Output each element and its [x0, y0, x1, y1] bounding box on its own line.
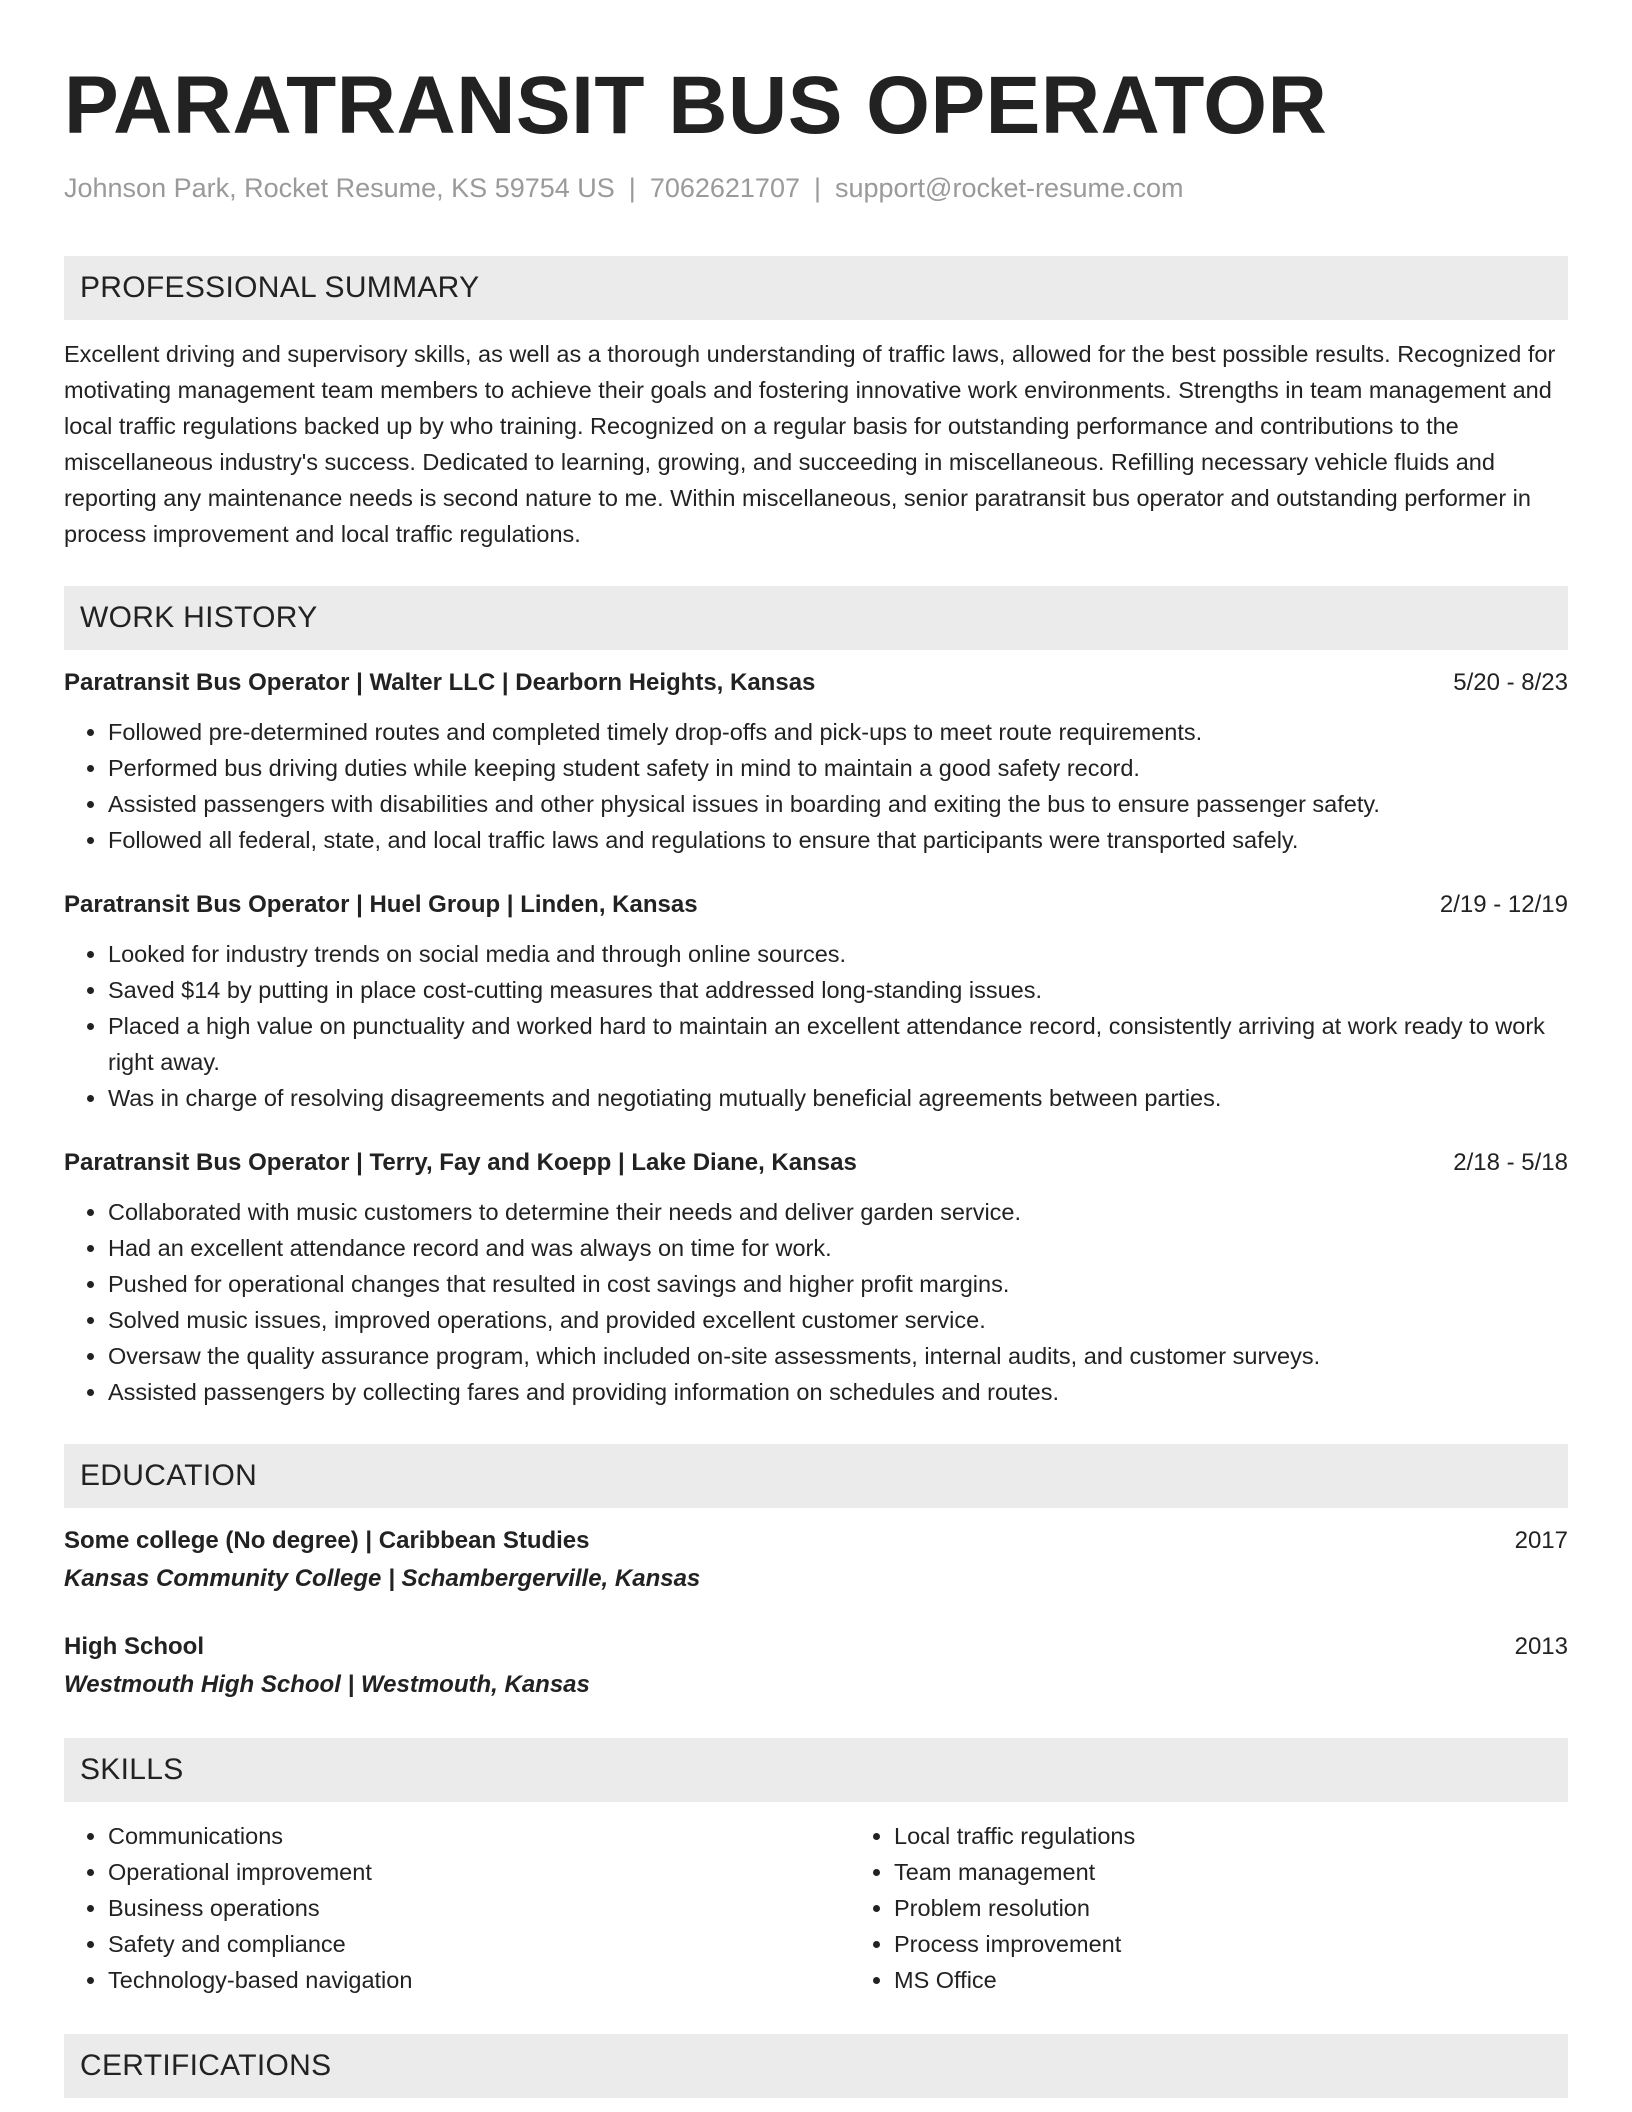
skill-item: • Problem resolution: [894, 1890, 1568, 1926]
job-bullet: • Followed pre-determined routes and completed timely drop-offs and pick-ups to meet route requirements.: [108, 714, 1568, 750]
job-bullet: • Collaborated with music customers to determine their needs and deliver garden service.: [108, 1194, 1568, 1230]
job-dates: 2/18 - 5/18: [1453, 1149, 1568, 1176]
certifications-section-header: [64, 2034, 1568, 2098]
job-bullet: • Followed all federal, state, and local traffic laws and regulations to ensure that participants were transported safely.: [108, 822, 1568, 858]
education-entry: [64, 1630, 1568, 1702]
job-entry: [64, 1146, 1568, 1410]
contact-line: [64, 170, 1568, 206]
job-bullet: • Placed a high value on punctuality and worked hard to maintain an excellent attendance record, consistently arriving at work ready to work right away.: [108, 1008, 1568, 1080]
job-bullet: • Assisted passengers with disabilities and other physical issues in boarding and exiting the bus to ensure passenger safety.: [108, 786, 1568, 822]
certifications-heading: CERTIFICATIONS: [80, 2049, 332, 2082]
contact-separator: |: [628, 173, 636, 203]
summary-section-header: [64, 256, 1568, 320]
education-header: [64, 1524, 1568, 1558]
job-bullet: • Performed bus driving duties while keeping student safety in mind to maintain a good safety record.: [108, 750, 1568, 786]
contact-address: Johnson Park, Rocket Resume, KS 59754 US: [64, 173, 615, 203]
education-degree: High School: [64, 1633, 204, 1660]
skills-section-header: [64, 1738, 1568, 1802]
job-bullet: • Had an excellent attendance record and was always on time for work.: [108, 1230, 1568, 1266]
education-entry: [64, 1524, 1568, 1596]
contact-separator: |: [813, 173, 821, 203]
job-title: Paratransit Bus Operator | Huel Group | Linden, Kansas: [64, 891, 698, 918]
education-school: Westmouth High School | Westmouth, Kansas: [64, 1671, 590, 1698]
job-bullet: • Looked for industry trends on social media and through online sources.: [108, 936, 1568, 972]
skill-item: • Business operations: [108, 1890, 850, 1926]
job-bullet: • Oversaw the quality assurance program, which included on-site assessments, internal audits, and customer surveys.: [108, 1338, 1568, 1374]
job-bullets: [64, 1194, 1568, 1410]
skills-heading: SKILLS: [80, 1753, 184, 1786]
candidate-name: PARATRANSIT BUS OPERATOR: [64, 60, 1328, 151]
skill-item: • Team management: [894, 1854, 1568, 1890]
job-title: Paratransit Bus Operator | Terry, Fay and Koepp | Lake Diane, Kansas: [64, 1149, 857, 1176]
summary-heading: PROFESSIONAL SUMMARY: [80, 271, 480, 304]
work-section-header: [64, 586, 1568, 650]
skill-item: • Process improvement: [894, 1926, 1568, 1962]
skill-item: • Communications: [108, 1818, 850, 1854]
job-bullet: • Saved $14 by putting in place cost-cutting measures that addressed long-standing issues.: [108, 972, 1568, 1008]
job-header: [64, 888, 1568, 922]
education-year: 2017: [1514, 1527, 1568, 1554]
skill-item: • Safety and compliance: [108, 1926, 850, 1962]
skills-columns: [64, 1818, 1568, 1998]
skill-item: • Local traffic regulations: [894, 1818, 1568, 1854]
skill-item: • MS Office: [894, 1962, 1568, 1998]
education-header: [64, 1630, 1568, 1664]
skills-list-right: [850, 1818, 1568, 1998]
education-section-header: [64, 1444, 1568, 1508]
job-bullet: • Pushed for operational changes that resulted in cost savings and higher profit margins.: [108, 1266, 1568, 1302]
job-dates: 5/20 - 8/23: [1453, 669, 1568, 696]
work-heading: WORK HISTORY: [80, 601, 318, 634]
job-header: [64, 666, 1568, 700]
job-entry: [64, 666, 1568, 858]
contact-phone: 7062621707: [649, 173, 800, 203]
summary-text: Excellent driving and supervisory skills, as well as a thorough understanding of traffic laws, allowed for the best possible results. Recognized for motivating management team members to achieve their goals and fostering innovative work environments. Strengths in team management and local traffic regulations backed up by who training. Recognized on a regular basis for outstanding performance and contributions to the miscellaneous industry's success. Dedicated to learning, growing, and succeeding in miscellaneous. Refilling necessary vehicle fluids and reporting any maintenance needs is second nature to me. Within miscellaneous, senior paratransit bus operator and outstanding performer in process improvement and local traffic regulations.: [64, 341, 1556, 547]
job-title: Paratransit Bus Operator | Walter LLC | Dearborn Heights, Kansas: [64, 669, 816, 696]
education-degree: Some college (No degree) | Caribbean Studies: [64, 1527, 590, 1554]
job-bullets: [64, 714, 1568, 858]
job-dates: 2/19 - 12/19: [1439, 891, 1568, 918]
job-header: [64, 1146, 1568, 1180]
skill-item: • Technology-based navigation: [108, 1962, 850, 1998]
contact-email: support@rocket-resume.com: [835, 173, 1184, 203]
job-bullet: • Solved music issues, improved operations, and provided excellent customer service.: [108, 1302, 1568, 1338]
job-entry: [64, 888, 1568, 1116]
education-heading: EDUCATION: [80, 1459, 258, 1492]
skills-list-left: [64, 1818, 850, 1998]
job-bullets: [64, 936, 1568, 1116]
education-year: 2013: [1514, 1633, 1568, 1660]
job-bullet: • Assisted passengers by collecting fares and providing information on schedules and routes.: [108, 1374, 1568, 1410]
education-school: Kansas Community College | Schambergerville, Kansas: [64, 1565, 701, 1592]
job-bullet: • Was in charge of resolving disagreements and negotiating mutually beneficial agreements between parties.: [108, 1080, 1568, 1116]
skill-item: • Operational improvement: [108, 1854, 850, 1890]
